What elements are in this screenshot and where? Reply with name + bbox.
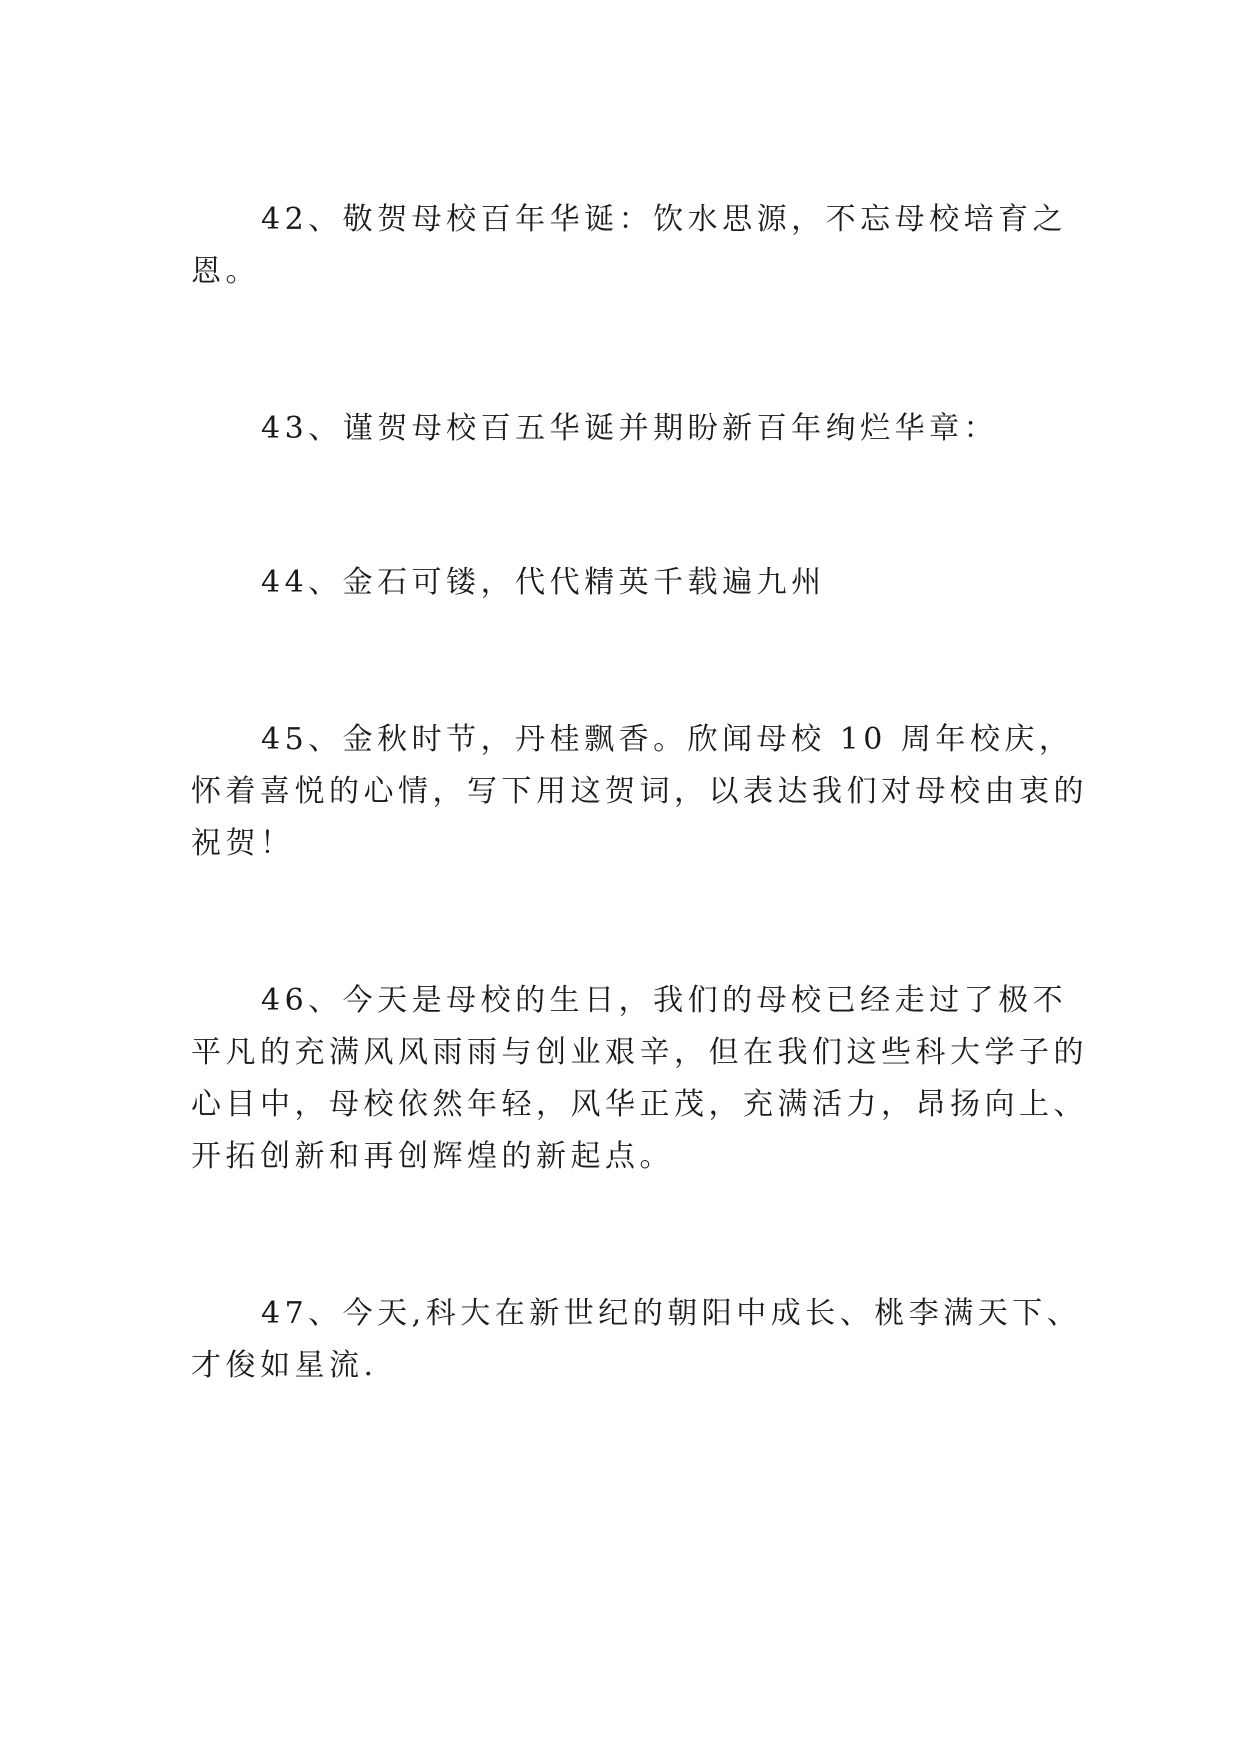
- paragraph-line: 45、金秋时节，丹桂飘香。欣闻母校 10 周年校庆，: [261, 722, 1074, 757]
- paragraph-line: 心目中，母校依然年轻，风华正茂，充满活力，昂扬向上、: [191, 1087, 1088, 1122]
- paragraph-line: 42、敬贺母校百年华诞：饮水思源，不忘母校培育之: [261, 202, 1068, 237]
- paragraph-line: 恩。: [191, 254, 260, 289]
- paragraph-line: 44、金石可镂，代代精英千载遍九州: [261, 565, 826, 600]
- paragraph-line: 43、谨贺母校百五华诞并期盼新百年绚烂华章：: [261, 411, 999, 446]
- paragraph-line: 46、今天是母校的生日，我们的母校已经走过了极不: [261, 983, 1068, 1018]
- paragraph-line: 祝贺！: [191, 826, 295, 861]
- paragraph-line: 开拓创新和再创辉煌的新起点。: [191, 1139, 674, 1174]
- paragraph-line: 怀着喜悦的心情，写下用这贺词，以表达我们对母校由衷的: [191, 774, 1088, 809]
- paragraph-line: 平凡的充满风风雨雨与创业艰辛，但在我们这些科大学子的: [191, 1035, 1088, 1070]
- paragraph-line: 才俊如星流.: [191, 1348, 378, 1383]
- paragraph-line: 47、今天,科大在新世纪的朝阳中成长、桃李满天下、: [261, 1296, 1082, 1331]
